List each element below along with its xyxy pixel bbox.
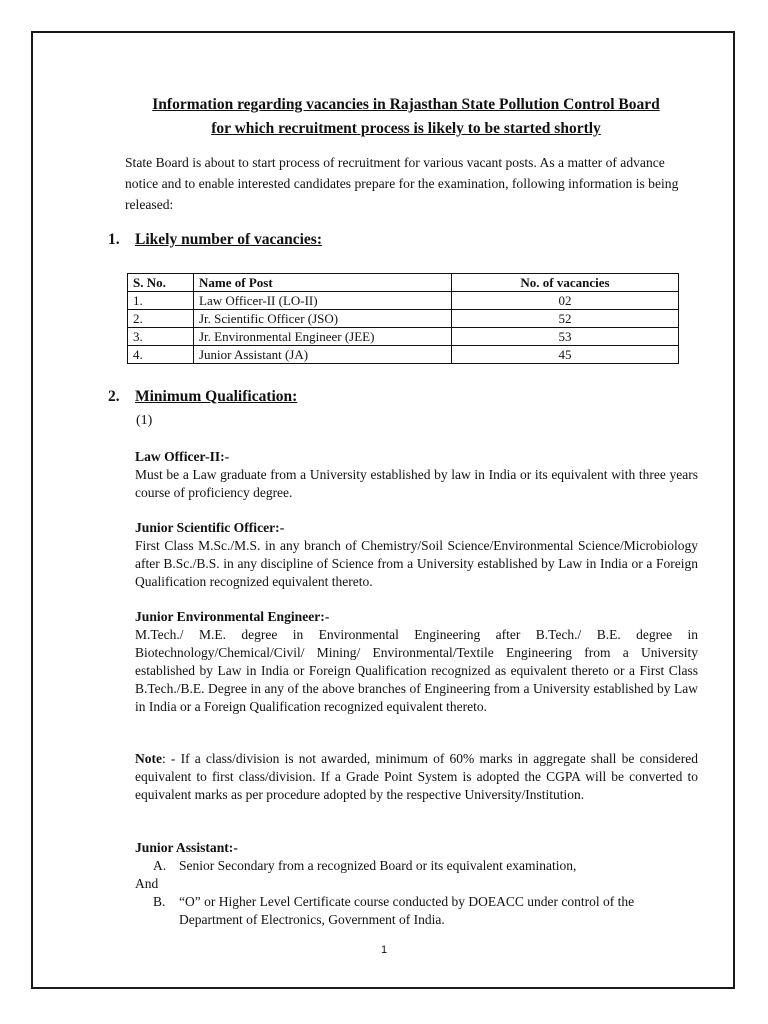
ja-item-a-text: Senior Secondary from a recognized Board or its equivalent examination, xyxy=(179,858,577,873)
table-cell-sno: 3. xyxy=(128,328,194,346)
jso-block xyxy=(135,519,698,591)
table-cell-post: Jr. Scientific Officer (JSO) xyxy=(194,310,452,328)
table-cell-post: Jr. Environmental Engineer (JEE) xyxy=(194,328,452,346)
law-officer-block xyxy=(135,448,698,502)
jee-block xyxy=(135,608,698,716)
table-cell-sno: 2. xyxy=(128,310,194,328)
note-block xyxy=(135,750,698,804)
table-cell-post: Law Officer-II (LO-II) xyxy=(194,292,452,310)
list-item xyxy=(135,857,698,875)
section-1-heading xyxy=(108,230,322,250)
jso-text: First Class M.Sc./M.S. in any branch of Chemistry/Soil Science/Environmental Science/Microbiology after B.Sc./B.S. in any discipline of Science from a University established by Law in India or a Foreign Qualification recognized equivalent thereto. xyxy=(135,538,698,589)
ja-and-connector: And xyxy=(135,876,159,891)
table-cell-vacancies: 52 xyxy=(452,310,679,328)
table-header-vacancies: No. of vacancies xyxy=(452,274,679,292)
section-1-number: 1. xyxy=(108,231,120,248)
ja-heading: Junior Assistant:- xyxy=(135,840,238,855)
table-row xyxy=(128,346,679,364)
table-cell-vacancies: 45 xyxy=(452,346,679,364)
section-2-heading xyxy=(108,387,297,407)
note-text: : - If a class/division is not awarded, minimum of 60% marks in aggregate shall be considered equivalent to first class/division. If a Grade Point System is adopted the CGPA will be converted to equivalent marks as per procedure adopted by the respective University/Institution. xyxy=(135,751,698,802)
table-cell-sno: 4. xyxy=(128,346,194,364)
table-row xyxy=(128,328,679,346)
table-cell-vacancies: 02 xyxy=(452,292,679,310)
table-header-sno: S. No. xyxy=(128,274,194,292)
table-row xyxy=(128,310,679,328)
document-title-line-1: Information regarding vacancies in Rajasthan State Pollution Control Board xyxy=(152,96,660,113)
table-row xyxy=(128,292,679,310)
table-header-post: Name of Post xyxy=(194,274,452,292)
ja-item-b-letter: B. xyxy=(153,894,166,909)
table-cell-post: Junior Assistant (JA) xyxy=(194,346,452,364)
page-number: 1 xyxy=(380,944,388,956)
list-item xyxy=(135,893,698,929)
section-2-subnumber: (1) xyxy=(136,413,153,428)
section-2-title: Minimum Qualification: xyxy=(135,388,298,405)
ja-item-a-letter: A. xyxy=(153,858,167,873)
table-header-row xyxy=(128,274,679,292)
document-title-line-2: for which recruitment process is likely to be started shortly xyxy=(211,120,601,137)
section-2-number: 2. xyxy=(108,388,120,405)
jso-heading: Junior Scientific Officer:- xyxy=(135,520,285,535)
law-officer-heading: Law Officer-II:- xyxy=(135,449,230,464)
ja-qualification-list xyxy=(135,857,698,929)
intro-paragraph: State Board is about to start process of recruitment for various vacant posts. As a matter of advance notice and to enable interested candidates prepare for the examination, following information is being released: xyxy=(125,155,679,212)
ja-item-b-text: “O” or Higher Level Certificate course conducted by DOEACC under control of the Department of Electronics, Government of India. xyxy=(179,894,635,927)
section-1-title: Likely number of vacancies: xyxy=(135,231,322,248)
table-cell-sno: 1. xyxy=(128,292,194,310)
table-cell-vacancies: 53 xyxy=(452,328,679,346)
note-label: Note xyxy=(135,751,162,766)
vacancies-table xyxy=(127,273,679,364)
jee-heading: Junior Environmental Engineer:- xyxy=(135,609,330,624)
junior-assistant-block xyxy=(135,839,698,929)
jee-text: M.Tech./ M.E. degree in Environmental Engineering after B.Tech./ B.E. degree in Biotechnology/Chemical/Civil/ Mining/ Environmental/Textile Engineering from a University established by Law in India or Foreign Qualification recognized as equivalent thereto or a First Class B.Tech./B.E. Degree in any of the above branches of Engineering from a University established by Law in India or a Foreign Qualification recognized equivalent thereto. xyxy=(135,627,698,714)
law-officer-text: Must be a Law graduate from a University established by law in India or its equivalent with three years course of proficiency degree. xyxy=(135,467,698,500)
